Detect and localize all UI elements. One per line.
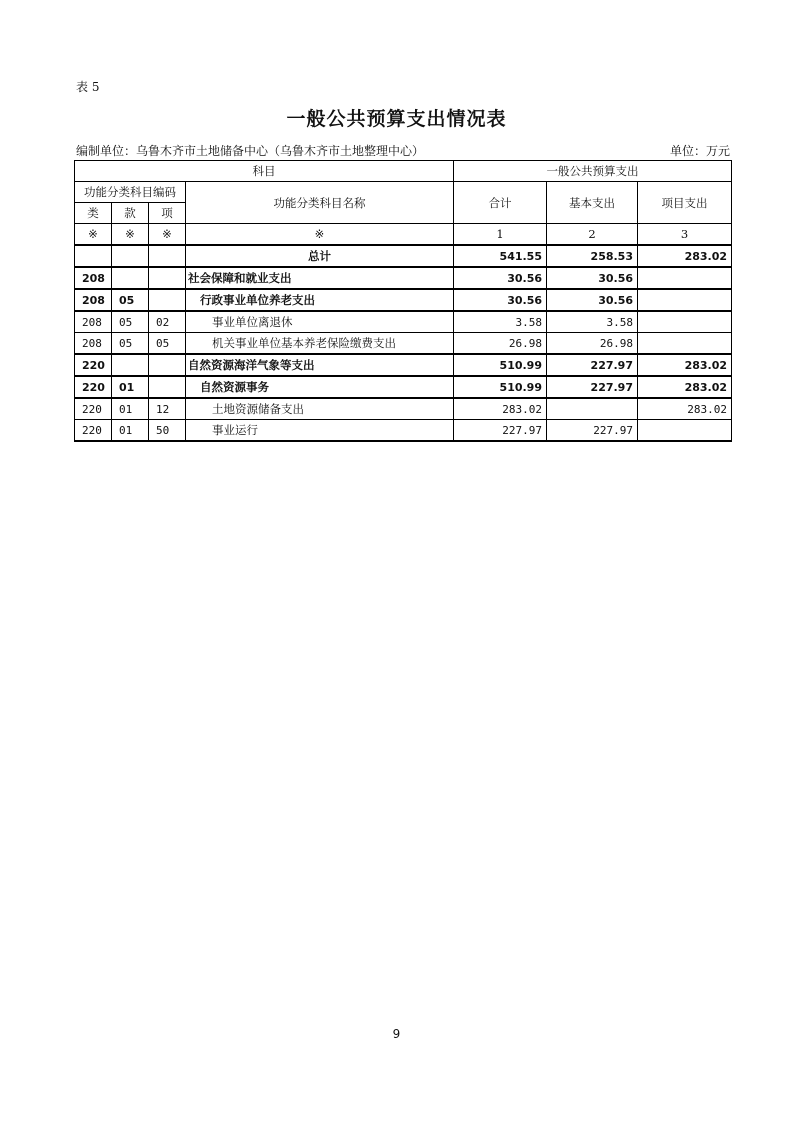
table-row: [75, 333, 732, 355]
row-xiang: [149, 289, 186, 311]
total-amount: 541.55: [454, 245, 547, 267]
meta-row: [76, 142, 730, 159]
row-xiang: [149, 267, 186, 289]
row-xiang: [149, 354, 186, 376]
table-row: [75, 354, 732, 376]
row-kuan: 01: [112, 376, 149, 398]
row-lei: 220: [75, 398, 112, 420]
currency-unit: 单位：万元: [669, 144, 730, 158]
header-project: 项目支出: [638, 182, 732, 224]
row-project: [638, 333, 732, 355]
header-lei: 类: [75, 203, 112, 224]
row-basic: 227.97: [547, 376, 638, 398]
row-basic: 227.97: [547, 354, 638, 376]
row-project: [638, 420, 732, 442]
header-row-2: [75, 182, 732, 203]
index-1: 1: [454, 224, 547, 246]
row-project: 283.02: [638, 398, 732, 420]
row-lei: 208: [75, 289, 112, 311]
header-total: 合计: [454, 182, 547, 224]
row-name: 事业运行: [186, 420, 454, 442]
total-label: 总计: [186, 245, 454, 267]
row-total: 510.99: [454, 354, 547, 376]
table-row: [75, 398, 732, 420]
mark-xiang: ※: [149, 224, 186, 246]
row-name: 自然资源事务: [186, 376, 454, 398]
row-total: 3.58: [454, 311, 547, 333]
row-basic: 30.56: [547, 289, 638, 311]
total-project: 283.02: [638, 245, 732, 267]
mark-name: ※: [186, 224, 454, 246]
row-xiang: 05: [149, 333, 186, 355]
table-row: [75, 420, 732, 442]
document-title: 一般公共预算支出情况表: [286, 108, 507, 130]
row-project: 283.02: [638, 376, 732, 398]
row-total: 283.02: [454, 398, 547, 420]
row-basic: 26.98: [547, 333, 638, 355]
row-kuan: 05: [112, 333, 149, 355]
table-body: [75, 161, 732, 442]
row-xiang: 02: [149, 311, 186, 333]
compiling-unit: 编制单位：乌鲁木齐市土地储备中心（乌鲁木齐市土地整理中心）: [76, 144, 425, 158]
row-name: 土地资源储备支出: [186, 398, 454, 420]
row-kuan: [112, 354, 149, 376]
mark-lei: ※: [75, 224, 112, 246]
row-total: 30.56: [454, 289, 547, 311]
row-lei: 208: [75, 333, 112, 355]
row-total: 227.97: [454, 420, 547, 442]
row-xiang: [149, 376, 186, 398]
row-total: 510.99: [454, 376, 547, 398]
row-kuan: 01: [112, 398, 149, 420]
total-lei: [75, 245, 112, 267]
table-number: 表 5: [76, 80, 100, 94]
mark-kuan: ※: [112, 224, 149, 246]
table-row: [75, 376, 732, 398]
row-total: 26.98: [454, 333, 547, 355]
row-name: 机关事业单位基本养老保险缴费支出: [186, 333, 454, 355]
row-name: 自然资源海洋气象等支出: [186, 354, 454, 376]
row-kuan: 05: [112, 311, 149, 333]
row-name: 行政事业单位养老支出: [186, 289, 454, 311]
row-basic: 227.97: [547, 420, 638, 442]
header-name: 功能分类科目名称: [186, 182, 454, 224]
index-3: 3: [638, 224, 732, 246]
total-basic: 258.53: [547, 245, 638, 267]
row-lei: 220: [75, 420, 112, 442]
row-lei: 208: [75, 311, 112, 333]
table-row: [75, 289, 732, 311]
header-index-row: [75, 224, 732, 246]
row-project: [638, 267, 732, 289]
row-name: 事业单位离退休: [186, 311, 454, 333]
header-row-1: [75, 161, 732, 182]
table-row: [75, 311, 732, 333]
total-kuan: [112, 245, 149, 267]
table-row: [75, 267, 732, 289]
row-basic: 30.56: [547, 267, 638, 289]
row-basic: 3.58: [547, 311, 638, 333]
row-kuan: [112, 267, 149, 289]
row-kuan: 01: [112, 420, 149, 442]
row-kuan: 05: [112, 289, 149, 311]
row-lei: 220: [75, 354, 112, 376]
row-xiang: 50: [149, 420, 186, 442]
header-code-group: 功能分类科目编码: [75, 182, 186, 203]
row-project: [638, 311, 732, 333]
header-subject: 科目: [75, 161, 454, 182]
row-name: 社会保障和就业支出: [186, 267, 454, 289]
index-2: 2: [547, 224, 638, 246]
row-total: 30.56: [454, 267, 547, 289]
budget-table: [74, 160, 732, 442]
total-row: [75, 245, 732, 267]
row-basic: [547, 398, 638, 420]
row-project: [638, 289, 732, 311]
row-lei: 220: [75, 376, 112, 398]
row-lei: 208: [75, 267, 112, 289]
header-xiang: 项: [149, 203, 186, 224]
total-xiang: [149, 245, 186, 267]
header-basic: 基本支出: [547, 182, 638, 224]
header-budget: 一般公共预算支出: [454, 161, 732, 182]
header-kuan: 款: [112, 203, 149, 224]
row-project: 283.02: [638, 354, 732, 376]
page-number: 9: [392, 1027, 401, 1041]
row-xiang: 12: [149, 398, 186, 420]
